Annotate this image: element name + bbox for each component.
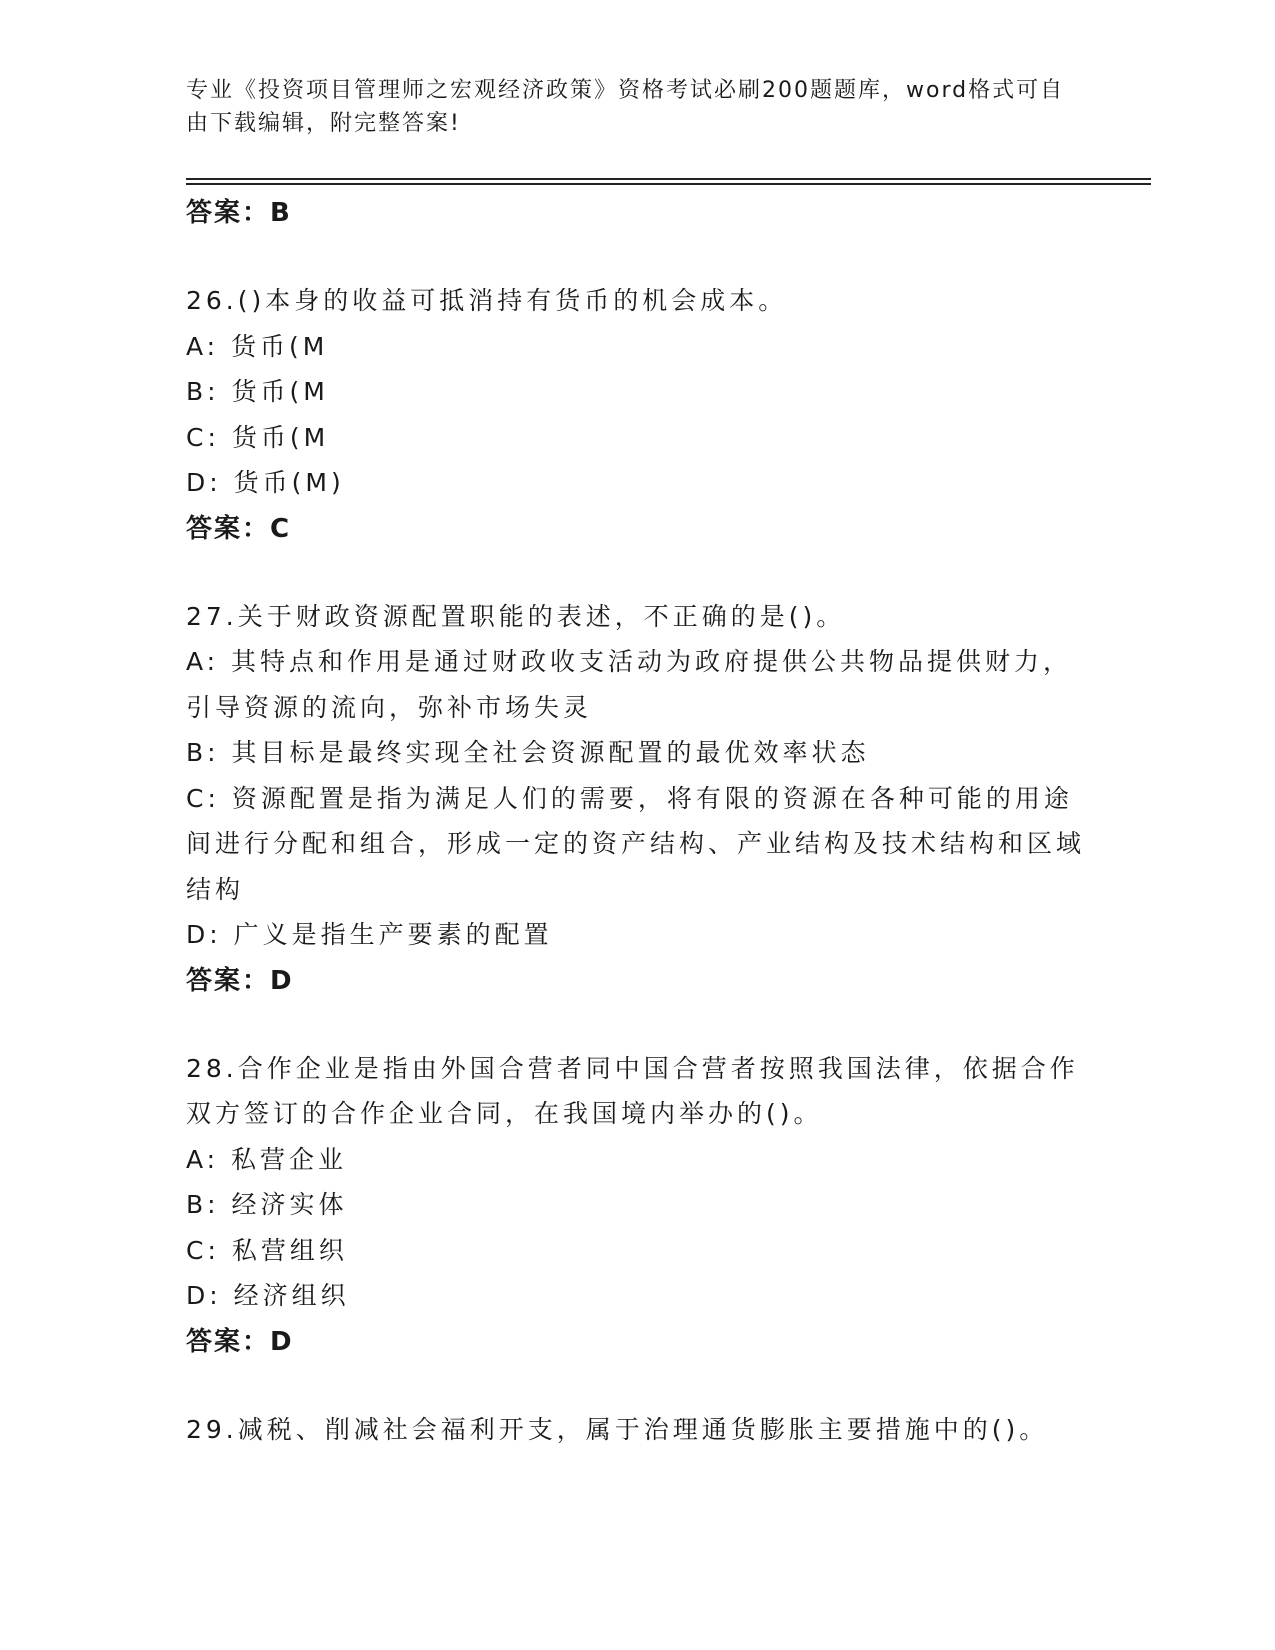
option-d: D: 经济组织 (186, 1281, 350, 1310)
option-d: D: 广义是指生产要素的配置 (186, 920, 553, 949)
question-28 (186, 1046, 1086, 1365)
option-b: B: 经济实体 (186, 1190, 348, 1219)
option-d: D: 货币(M) (186, 468, 345, 497)
header-divider-bottom (186, 183, 1151, 185)
option-c: C: 私营组织 (186, 1235, 348, 1265)
option-a: A: 货币(M (186, 331, 329, 361)
question-text: 28.合作企业是指由外国合营者同中国合营者按照我国法律，依据合作双方签订的合作企业合同，在我国境内举办的()。 (186, 1053, 1079, 1128)
answer-line: 答案：D (186, 965, 294, 996)
answer-line: 答案：C (186, 513, 292, 544)
question-text: 26.()本身的收益可抵消持有货币的机会成本。 (186, 286, 788, 315)
document-header: 专业《投资项目管理师之宏观经济政策》资格考试必刷200题题库，word格式可自由下载编辑，附完整答案! (186, 78, 1065, 136)
question-29 (186, 1407, 1086, 1453)
header-divider-top (186, 178, 1151, 180)
question-26 (186, 278, 1086, 552)
option-c: C: 货币(M (186, 422, 330, 452)
option-a: A: 私营企业 (186, 1144, 348, 1174)
document-body (186, 190, 1086, 1452)
question-27 (186, 594, 1086, 1004)
option-b: B: 其目标是最终实现全社会资源配置的最优效率状态 (186, 738, 870, 767)
option-a: A: 其特点和作用是通过财政收支活动为政府提供公共物品提供财力，引导资源的流向，弥补市场失灵 (186, 647, 1073, 722)
option-b: B: 货币(M (186, 377, 329, 406)
answer-line: 答案：D (186, 1326, 294, 1357)
question-text: 27.关于财政资源配置职能的表述，不正确的是()。 (186, 601, 846, 631)
answer-line: 答案：B (186, 198, 292, 228)
question-text: 29.减税、削减社会福利开支，属于治理通货膨胀主要措施中的()。 (186, 1414, 1049, 1444)
option-c: C: 资源配置是指为满足人们的需要，将有限的资源在各种可能的用途间进行分配和组合，形成一定的资产结构、产业结构及技术结构和区域结构 (186, 783, 1086, 904)
